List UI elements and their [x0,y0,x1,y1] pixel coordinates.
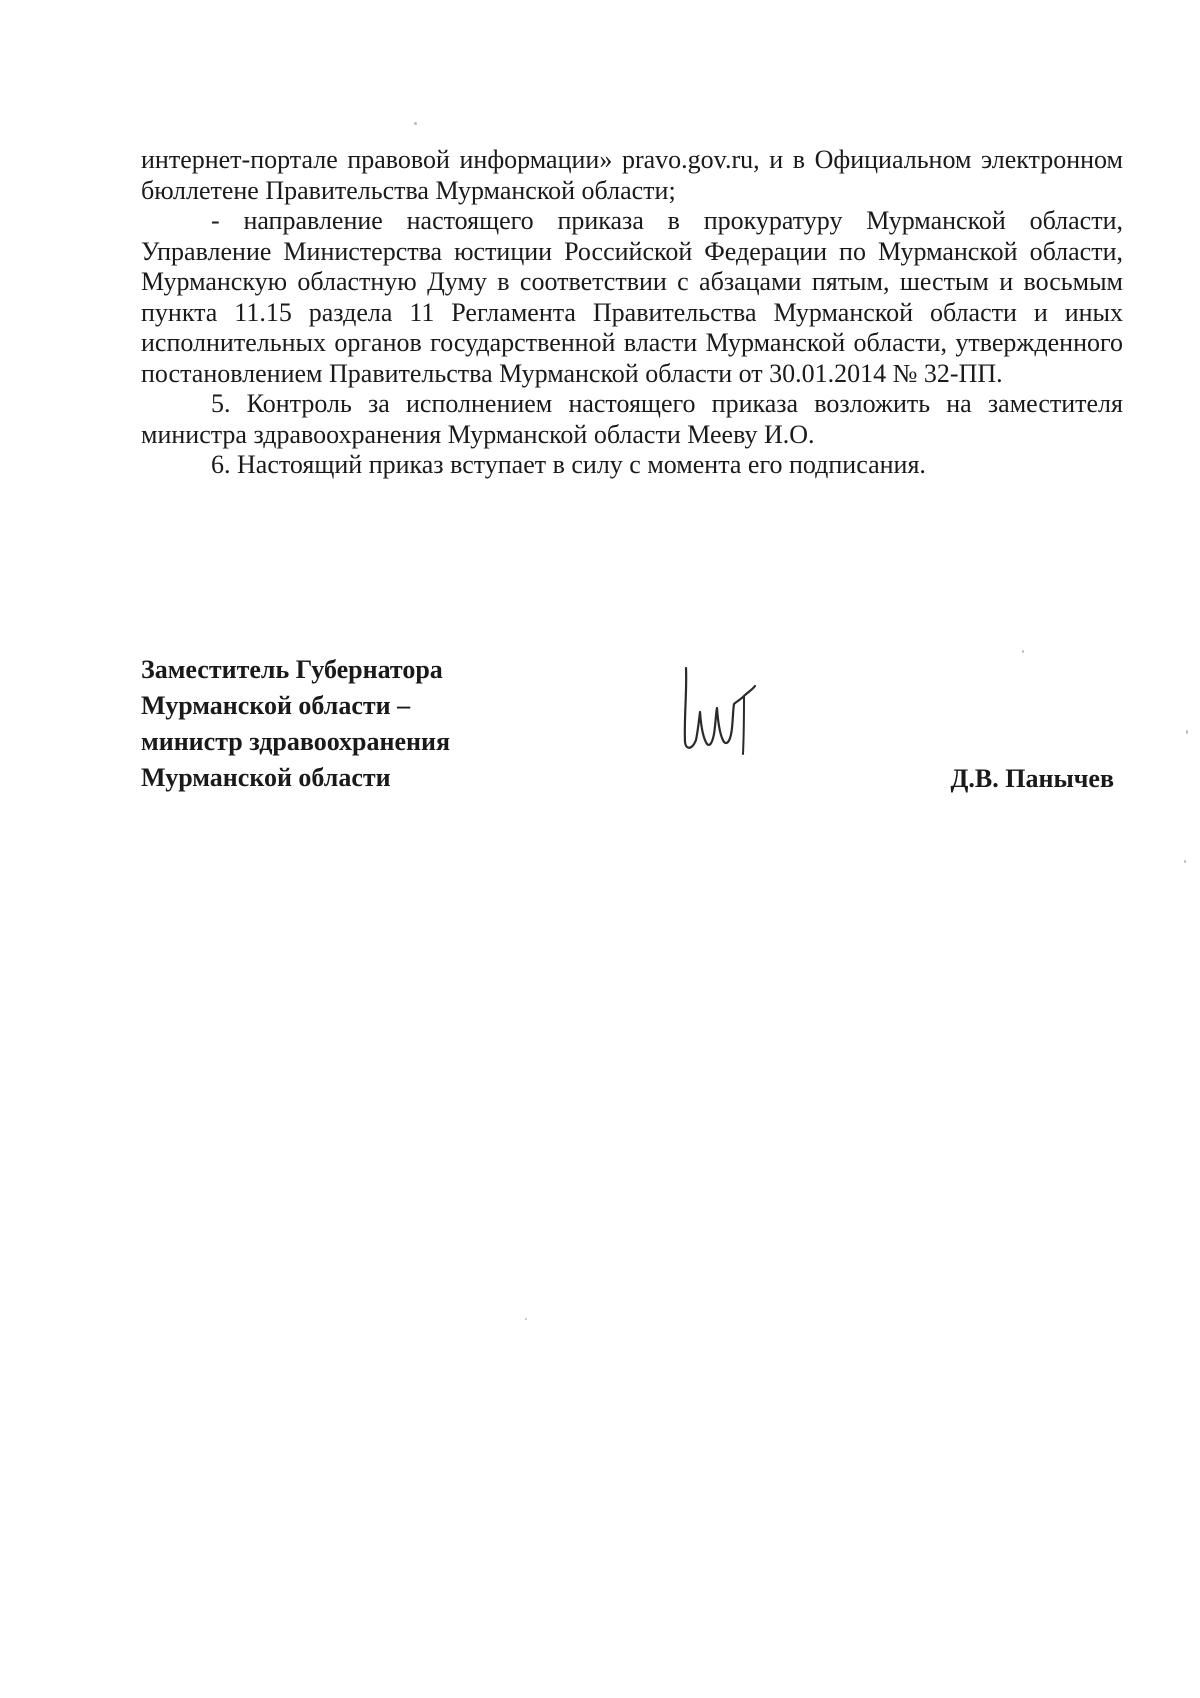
paragraph-distribution: - направление настоящего приказа в прокуратуру Мурманской области, Управление Министерства юстиции Российской Федерации по Мурманской области, Мурманскую областную Думу в соответствии с абзацами пятым, шестым и восьмым пункта 11.15 раздела 11 Регламента Правительства Мурманской области и иных исполнительных органов государственной власти Мурманской области, утвержденного постановлением Правительства Мурманской области от 30.01.2014 № 32-ПП. [141,206,1123,388]
signatory-title-line-3: министр здравоохранения [141,727,451,756]
paragraph-publication-continuation: интернет-портале правовой информации» pravo.gov.ru, и в Официальном электронном бюллетене Правительства Мурманской области; [141,145,1123,205]
signatory-title-block [141,652,561,796]
handwritten-signature-icon [678,662,768,762]
signatory-title-line-1: Заместитель Губернатора [141,655,443,684]
signatory-title-line-2: Мурманской области – [141,691,411,720]
document-body [141,145,1123,481]
paragraph-control: 5. Контроль за исполнением настоящего приказа возложить на заместителя министра здравоохранения Мурманской области Мееву И.О. [141,389,1123,449]
scan-speck [525,1318,527,1320]
scan-speck [1022,650,1024,653]
scan-speck [414,122,417,125]
paragraph-effective-date: 6. Настоящий приказ вступает в силу с момента его подписания. [211,450,926,479]
signatory-title-line-4: Мурманской области [141,763,391,792]
scan-speck [1186,730,1188,734]
scan-speck [1184,860,1186,863]
signatory-name: Д.В. Панычев [950,764,1114,793]
